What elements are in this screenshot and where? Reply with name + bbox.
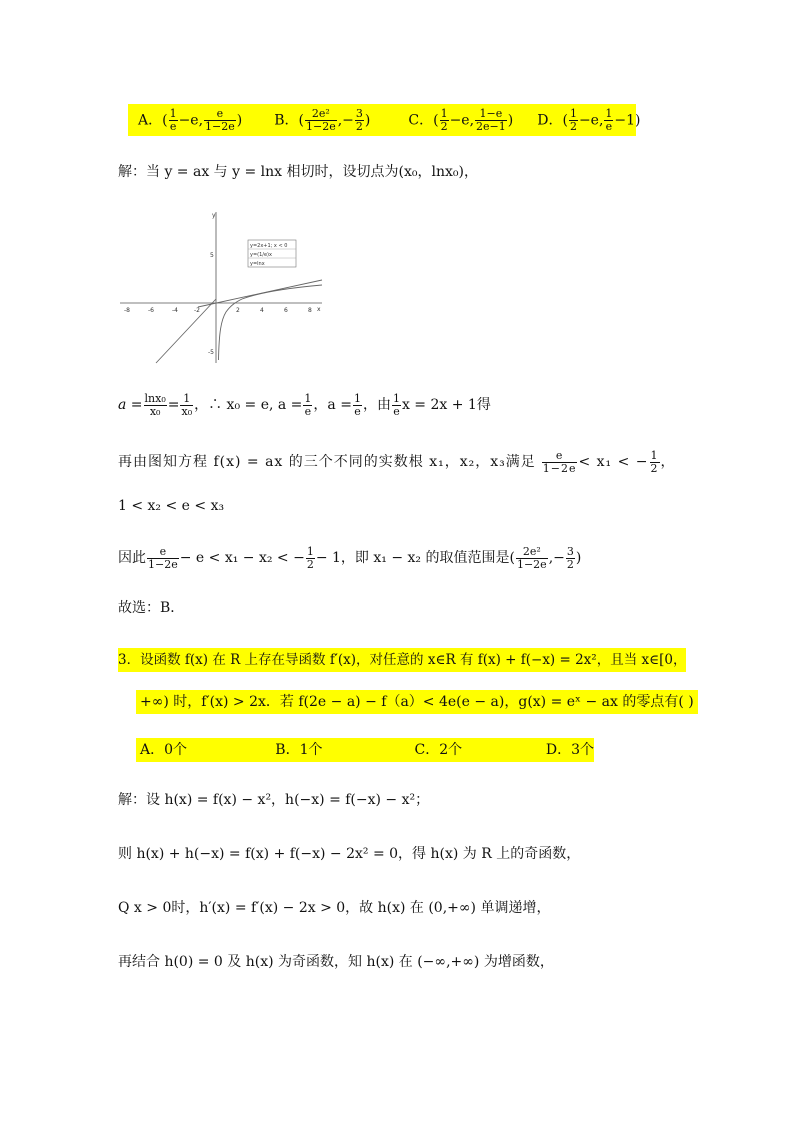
sol3-line-4: 再结合 h(0) = 0 及 h(x) 为奇函数，知 h(x) 在 (−∞,+∞) 为增函数， xyxy=(118,954,554,970)
option-a: A．( $\frac{1}{e}$ −e, $\frac{e}{1-2e}$ ) xyxy=(138,106,243,133)
q3-option-c: C．2个 xyxy=(414,742,463,758)
x-tick-label: 8 xyxy=(308,307,312,314)
y-axis-label: y xyxy=(212,212,216,219)
x-tick-labels xyxy=(124,307,312,314)
solution-roots: 再由图知方程 f(x) = ax 的三个不同的实数根 x₁，x₂，x₃满足 $\frac{e}{1-2e}$ < x₁ < − $\frac{1}{2}$ ， xyxy=(118,448,676,475)
x-tick-label: -6 xyxy=(148,307,154,314)
q2-options xyxy=(128,104,641,136)
option-b: B．( $\frac{\text{2e²}}{1-2e}$ ,− $\frac{3}{2}$ ) xyxy=(274,106,371,133)
function-graph xyxy=(118,208,328,368)
x-axis-label: x xyxy=(317,306,321,313)
legend-item-3: y=lnx xyxy=(250,261,265,267)
y-tick-neg: -5 xyxy=(208,349,214,356)
q3-option-d: D．3个 xyxy=(545,742,594,758)
y-tick-pos: 5 xyxy=(210,252,214,259)
option-c: C．( $\frac{1}{2}$ −e, $\frac{1-e}{2e-1}$ ) xyxy=(408,106,514,133)
sol3-line-1: 解：设 h(x) = f(x) − x²，h(−x) = f(−x) − x²； xyxy=(118,792,430,808)
q3-stem-line1: 3．设函数 f(x) 在 R 上存在导函数 f′(x)，对任意的 x∈R 有 f(x) + f(−x) = 2x²，且当 x∈[0， xyxy=(118,648,686,672)
x-tick-label: 6 xyxy=(284,307,288,314)
x-tick-label: -8 xyxy=(124,307,130,314)
legend-item-2: y=(1/e)x xyxy=(250,252,272,258)
sol3-line-2: 则 h(x) + h(−x) = f(x) + f(−x) − 2x² = 0，得 h(x) 为 R 上的奇函数， xyxy=(118,846,581,862)
q3-stem-line2: +∞) 时，f′(x) > 2x．若 f(2e − a) − f（a）< 4e(e − a)，g(x) = eˣ − ax 的零点有( ) xyxy=(136,690,698,714)
option-d: D．( $\frac{1}{2}$ −e, $\frac{1}{e}$ −1) xyxy=(537,106,641,133)
graph-legend xyxy=(248,240,296,267)
x-tick-label: -4 xyxy=(172,307,178,314)
x-tick-label: -2 xyxy=(194,307,200,314)
q3-option-b: B．1个 xyxy=(275,742,323,758)
sol3-line-3: Q x > 0时，h′(x) = f′(x) − 2x > 0，故 h(x) 在 (0,+∞) 单调递增， xyxy=(118,900,551,916)
q3-options xyxy=(136,738,594,762)
x-tick-label: 2 xyxy=(236,307,240,314)
solution-ineq: 1 < x₂ < e < x₃ xyxy=(118,498,225,514)
q3-option-a: A．0个 xyxy=(140,742,188,758)
x-tick-label: 4 xyxy=(260,307,264,314)
solution-range: 因此 $\frac{e}{1-2e}$ − e < x₁ − x₂ < − $\frac{1}{2}$ − 1，即 x₁ − x₂ 的取值范围是( $\frac{\text{2e²}}{1-2e}$ ,− $\frac{3}{2}$ ) xyxy=(118,544,582,571)
legend-item-1: y=2x+1; x < 0 xyxy=(250,243,288,249)
solution-answer: 故选：B． xyxy=(118,600,185,616)
curve-lnx xyxy=(219,285,323,360)
solution-intro: 解：当 y = ax 与 y = lnx 相切时，设切点为(x₀，lnx₀)， xyxy=(118,164,478,180)
solution-slope: a = $\frac{\text{lnx₀}}{\text{x₀}}$ = $\frac{1}{\text{x₀}}$ ，∴ x₀ = e, a = $\frac{1}{e}$ ，a = $\frac{1}{e}$ ，由 $\frac{1}{e}$ x = 2x + 1得 xyxy=(118,391,491,418)
line-2x-plus-1 xyxy=(156,299,216,363)
